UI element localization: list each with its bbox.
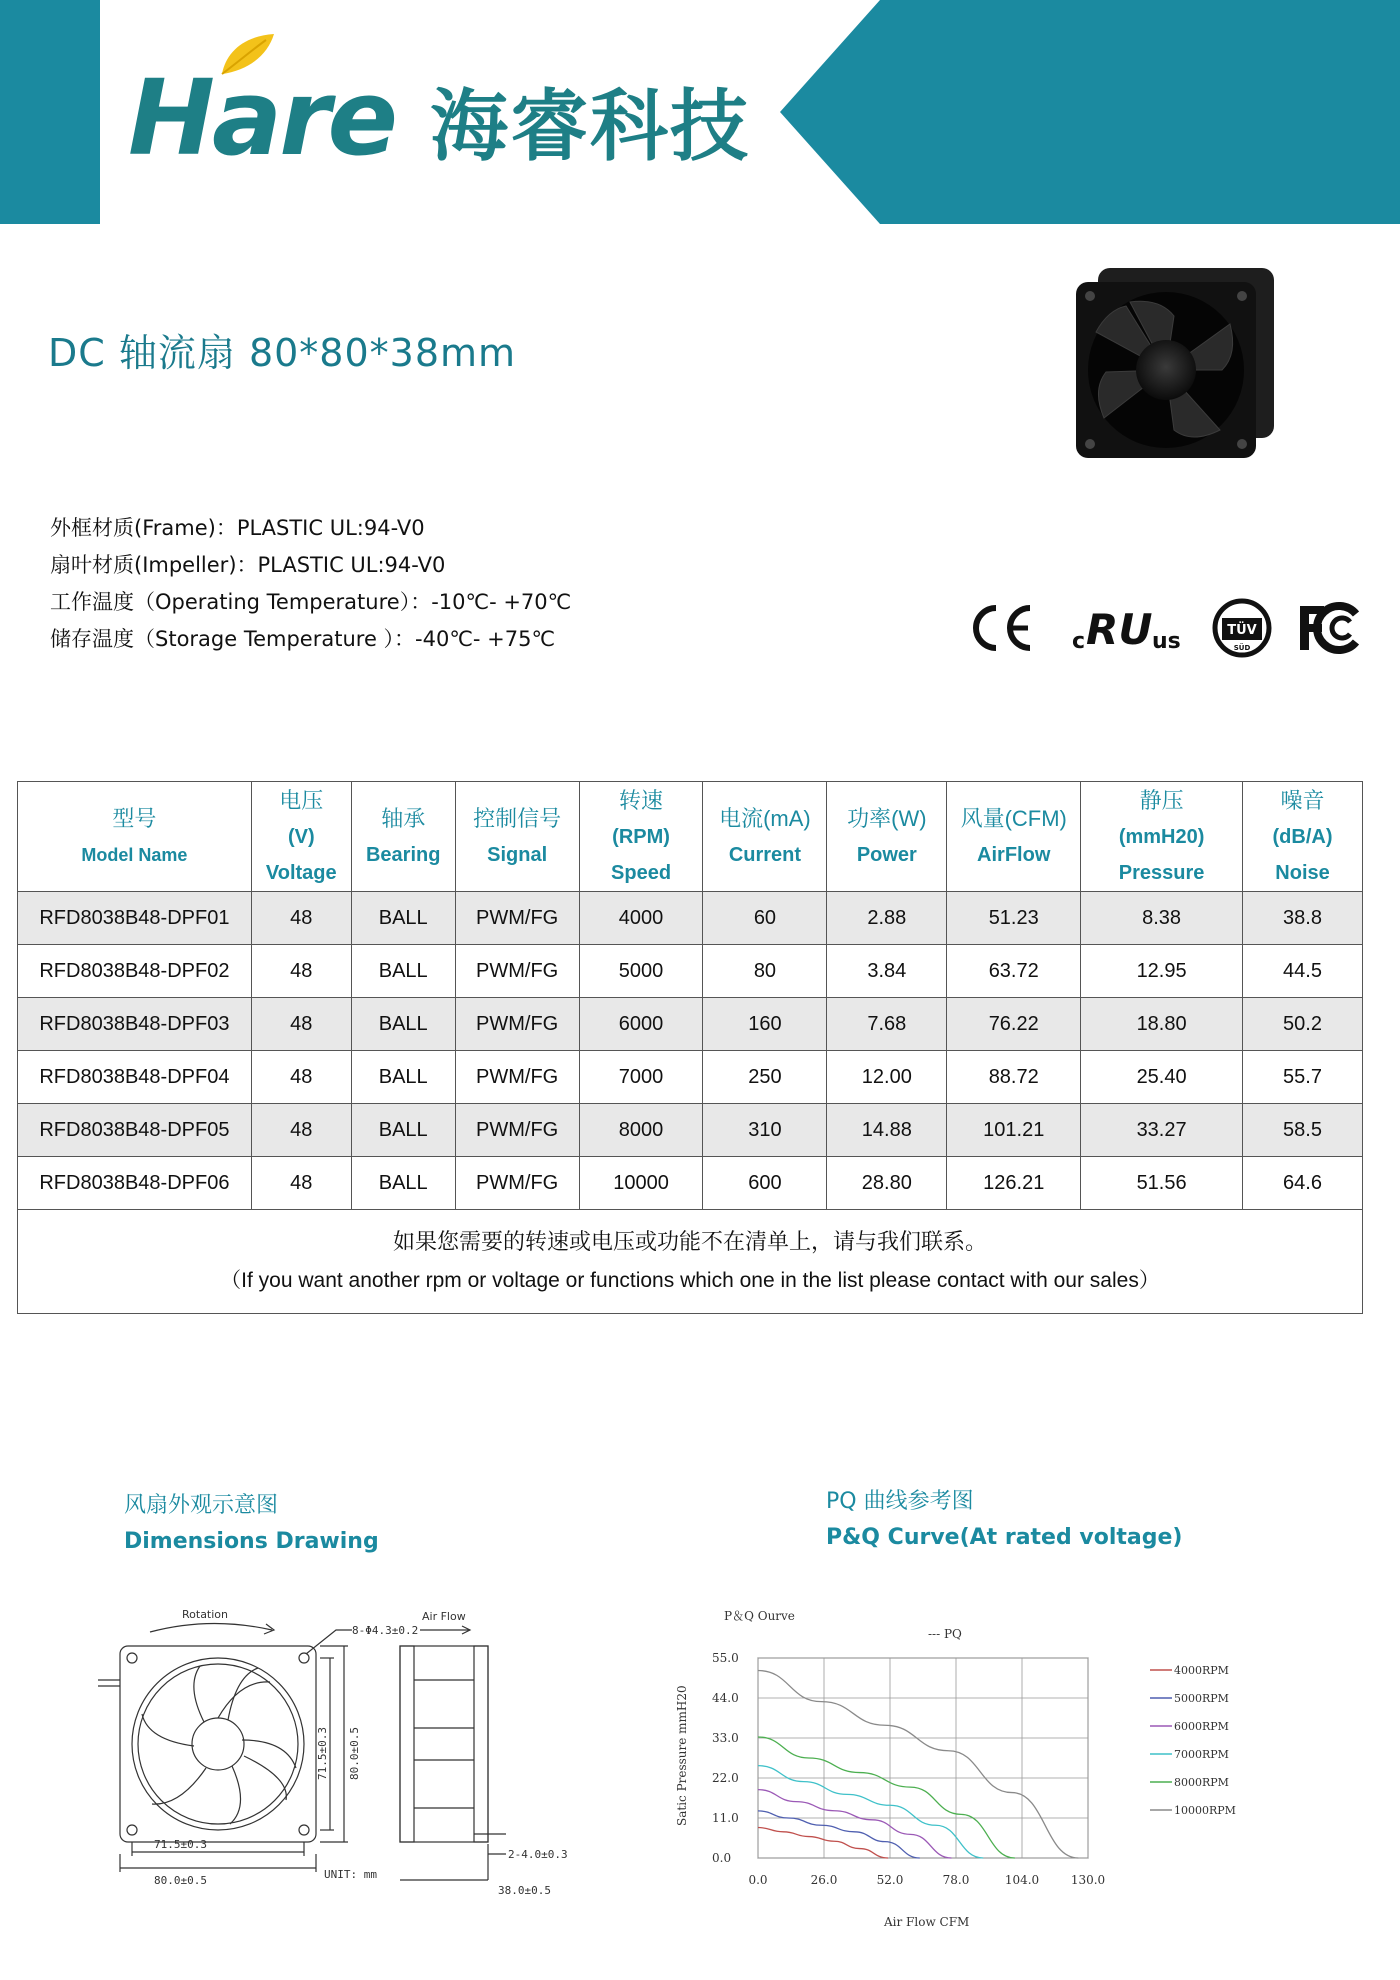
material-specs: [50, 510, 571, 658]
product-title: DC 轴流扇 80*80*38mm: [48, 331, 517, 375]
pq-legend-label: 10000RPM: [1174, 1804, 1236, 1817]
cell-current: 80: [703, 945, 827, 998]
cell-current: 160: [703, 998, 827, 1051]
cell-power: 7.68: [827, 998, 947, 1051]
cell-noise: 64.6: [1243, 1157, 1363, 1210]
pq-title-en: P&Q Curve(At rated voltage): [826, 1525, 1183, 1550]
dim-label-airflow: Air Flow: [422, 1610, 466, 1623]
cell-pressure: 51.56: [1081, 1157, 1243, 1210]
pq-y-tick-label: 0.0: [712, 1851, 732, 1865]
col-pressure: 静压 (mmH20) Pressure: [1081, 782, 1243, 892]
cell-model: RFD8038B48-DPF01: [18, 892, 252, 945]
pq-y-axis-label: Satic Pressure mmH20: [675, 1685, 689, 1826]
contact-note-en: （If you want another rpm or voltage or functions which one in the list please contact with our sales）: [220, 1268, 1160, 1292]
dim-label-inner-height: 71.5±0.3: [316, 1727, 329, 1780]
spec-impeller: 扇叶材质(Impeller)：PLASTIC UL:94-V0: [50, 553, 446, 577]
cell-current: 310: [703, 1104, 827, 1157]
pq-x-tick-label: 78.0: [942, 1873, 970, 1887]
col-voltage: 电压 (V) Voltage: [251, 782, 351, 892]
contact-note-cn: 如果您需要的转速或电压或功能不在清单上，请与我们联系。: [392, 1229, 987, 1255]
spec-frame: 外框材质(Frame)：PLASTIC UL:94-V0: [50, 516, 425, 540]
cell-pressure: 8.38: [1081, 892, 1243, 945]
cell-airflow: 76.22: [947, 998, 1081, 1051]
cell-signal: PWM/FG: [455, 892, 579, 945]
cell-airflow: 88.72: [947, 1051, 1081, 1104]
pq-legend-label: 5000RPM: [1174, 1692, 1229, 1705]
svg-text:TÜV: TÜV: [1227, 623, 1257, 638]
cell-voltage: 48: [251, 1051, 351, 1104]
pq-x-tick-label: 104.0: [1004, 1873, 1040, 1887]
svg-text:us: us: [1152, 629, 1181, 654]
cell-power: 28.80: [827, 1157, 947, 1210]
cell-airflow: 101.21: [947, 1104, 1081, 1157]
dim-label-outer-width: 80.0±0.5: [154, 1874, 207, 1887]
cell-voltage: 48: [251, 1157, 351, 1210]
col-airflow: 风量(CFM) AirFlow: [947, 782, 1081, 892]
cell-pressure: 25.40: [1081, 1051, 1243, 1104]
dim-label-depth: 38.0±0.5: [498, 1884, 551, 1897]
cell-speed: 7000: [579, 1051, 703, 1104]
svg-text:SÜD: SÜD: [1233, 644, 1251, 652]
pq-y-tick-label: 22.0: [712, 1771, 739, 1785]
pq-series-line: [758, 1828, 888, 1858]
cell-signal: PWM/FG: [455, 945, 579, 998]
cell-model: RFD8038B48-DPF04: [18, 1051, 252, 1104]
cell-current: 60: [703, 892, 827, 945]
col-model: 型号 Model Name: [18, 782, 252, 892]
dim-label-hole: 8-Φ4.3±0.2: [352, 1624, 419, 1637]
pq-y-tick-label: 55.0: [712, 1651, 739, 1665]
dim-label-outer-height: 80.0±0.5: [348, 1727, 361, 1780]
dimensions-title-cn: 风扇外观示意图: [124, 1493, 279, 1518]
pq-y-tick-label: 33.0: [712, 1731, 739, 1745]
table-row: [18, 945, 1363, 998]
cell-model: RFD8038B48-DPF03: [18, 998, 252, 1051]
cell-signal: PWM/FG: [455, 1157, 579, 1210]
col-speed: 转速 (RPM) Speed: [579, 782, 703, 892]
cell-speed: 4000: [579, 892, 703, 945]
cell-signal: PWM/FG: [455, 998, 579, 1051]
table-row: [18, 1104, 1363, 1157]
dimensions-section-title: [124, 1488, 379, 1560]
svg-text:RU: RU: [1086, 605, 1153, 654]
fcc-mark-icon: [1296, 598, 1364, 658]
pq-legend-label: 7000RPM: [1174, 1748, 1229, 1761]
cell-speed: 6000: [579, 998, 703, 1051]
cell-bearing: BALL: [351, 1157, 455, 1210]
dimensions-drawing: [90, 1610, 610, 1940]
logo-chinese-name: 海睿科技: [430, 82, 751, 172]
pq-x-axis-label: Air Flow CFM: [884, 1915, 970, 1929]
pq-x-tick-label: 130.0: [1070, 1873, 1106, 1887]
col-signal: 控制信号 Signal: [455, 782, 579, 892]
pq-x-tick-label: 0.0: [748, 1873, 768, 1887]
dim-label-rotation: Rotation: [182, 1610, 229, 1621]
pq-ticks: [712, 1651, 1105, 1887]
cell-signal: PWM/FG: [455, 1104, 579, 1157]
pq-legend-title: --- PQ: [928, 1627, 962, 1641]
pq-chart-title: P＆Q Ourve: [724, 1609, 795, 1623]
cell-model: RFD8038B48-DPF05: [18, 1104, 252, 1157]
model-spec-table: [17, 781, 1363, 1314]
cell-speed: 8000: [579, 1104, 703, 1157]
header-left-accent: [0, 0, 100, 224]
logo-wordmark: Hare: [128, 57, 396, 179]
pq-series: [758, 1671, 1078, 1858]
col-noise: 噪音 (dB/A) Noise: [1243, 782, 1363, 892]
table-row: [18, 998, 1363, 1051]
cell-voltage: 48: [251, 892, 351, 945]
pq-x-tick-label: 26.0: [810, 1873, 838, 1887]
col-power: 功率(W) Power: [827, 782, 947, 892]
cell-voltage: 48: [251, 945, 351, 998]
pq-series-line: [758, 1737, 1015, 1858]
cell-power: 2.88: [827, 892, 947, 945]
dimensions-title-en: Dimensions Drawing: [124, 1529, 379, 1554]
cell-bearing: BALL: [351, 998, 455, 1051]
col-current: 电流(mA) Current: [703, 782, 827, 892]
cell-voltage: 48: [251, 1104, 351, 1157]
cell-model: RFD8038B48-DPF02: [18, 945, 252, 998]
pq-legend-label: 8000RPM: [1174, 1776, 1229, 1789]
col-bearing: 轴承 Bearing: [351, 782, 455, 892]
cell-noise: 50.2: [1243, 998, 1363, 1051]
cell-bearing: BALL: [351, 892, 455, 945]
cell-airflow: 126.21: [947, 1157, 1081, 1210]
cell-speed: 10000: [579, 1157, 703, 1210]
dim-label-flange: 2-4.0±0.3: [508, 1848, 568, 1861]
cell-bearing: BALL: [351, 1051, 455, 1104]
cell-pressure: 12.95: [1081, 945, 1243, 998]
pq-curve-chart: [666, 1596, 1306, 1936]
dim-label-inner-width: 71.5±0.3: [154, 1838, 207, 1851]
svg-text:c: c: [1072, 629, 1086, 654]
cell-airflow: 63.72: [947, 945, 1081, 998]
cell-bearing: BALL: [351, 1104, 455, 1157]
certification-marks: [966, 598, 1346, 658]
contact-note: [18, 1210, 1363, 1314]
table-row: [18, 1157, 1363, 1210]
dim-label-unit: UNIT: mm: [324, 1868, 377, 1881]
ce-mark-icon: [966, 598, 1036, 658]
cell-pressure: 33.27: [1081, 1104, 1243, 1157]
pq-legend-label: 6000RPM: [1174, 1720, 1229, 1733]
pq-series-line: [758, 1671, 1078, 1858]
pq-y-tick-label: 44.0: [712, 1691, 739, 1705]
pq-y-tick-label: 11.0: [712, 1811, 739, 1825]
tuv-sud-mark-icon: [1212, 598, 1272, 658]
cell-airflow: 51.23: [947, 892, 1081, 945]
cell-voltage: 48: [251, 998, 351, 1051]
cell-noise: 38.8: [1243, 892, 1363, 945]
cell-bearing: BALL: [351, 945, 455, 998]
cell-current: 600: [703, 1157, 827, 1210]
pq-title-cn: PQ 曲线参考图: [826, 1489, 974, 1514]
cell-speed: 5000: [579, 945, 703, 998]
table-note-row: [18, 1210, 1363, 1314]
pq-x-tick-label: 52.0: [876, 1873, 904, 1887]
cell-power: 12.00: [827, 1051, 947, 1104]
pq-legend-label: 4000RPM: [1174, 1664, 1229, 1677]
pq-legend: [1150, 1664, 1236, 1817]
fan-product-image: [1070, 262, 1292, 462]
cell-power: 3.84: [827, 945, 947, 998]
pq-section-title: [826, 1484, 1182, 1556]
cell-noise: 44.5: [1243, 945, 1363, 998]
cul-us-mark-icon: [1072, 598, 1182, 658]
cell-model: RFD8038B48-DPF06: [18, 1157, 252, 1210]
cell-signal: PWM/FG: [455, 1051, 579, 1104]
table-row: [18, 892, 1363, 945]
cell-noise: 55.7: [1243, 1051, 1363, 1104]
table-row: [18, 1051, 1363, 1104]
cell-current: 250: [703, 1051, 827, 1104]
spec-storage-temp: 储存温度（Storage Temperature ）：-40℃- +75℃: [50, 627, 556, 651]
spec-operating-temp: 工作温度（Operating Temperature）：-10℃- +70℃: [50, 590, 572, 614]
cell-power: 14.88: [827, 1104, 947, 1157]
table-header-row: [18, 782, 1363, 892]
cell-noise: 58.5: [1243, 1104, 1363, 1157]
cell-pressure: 18.80: [1081, 998, 1243, 1051]
